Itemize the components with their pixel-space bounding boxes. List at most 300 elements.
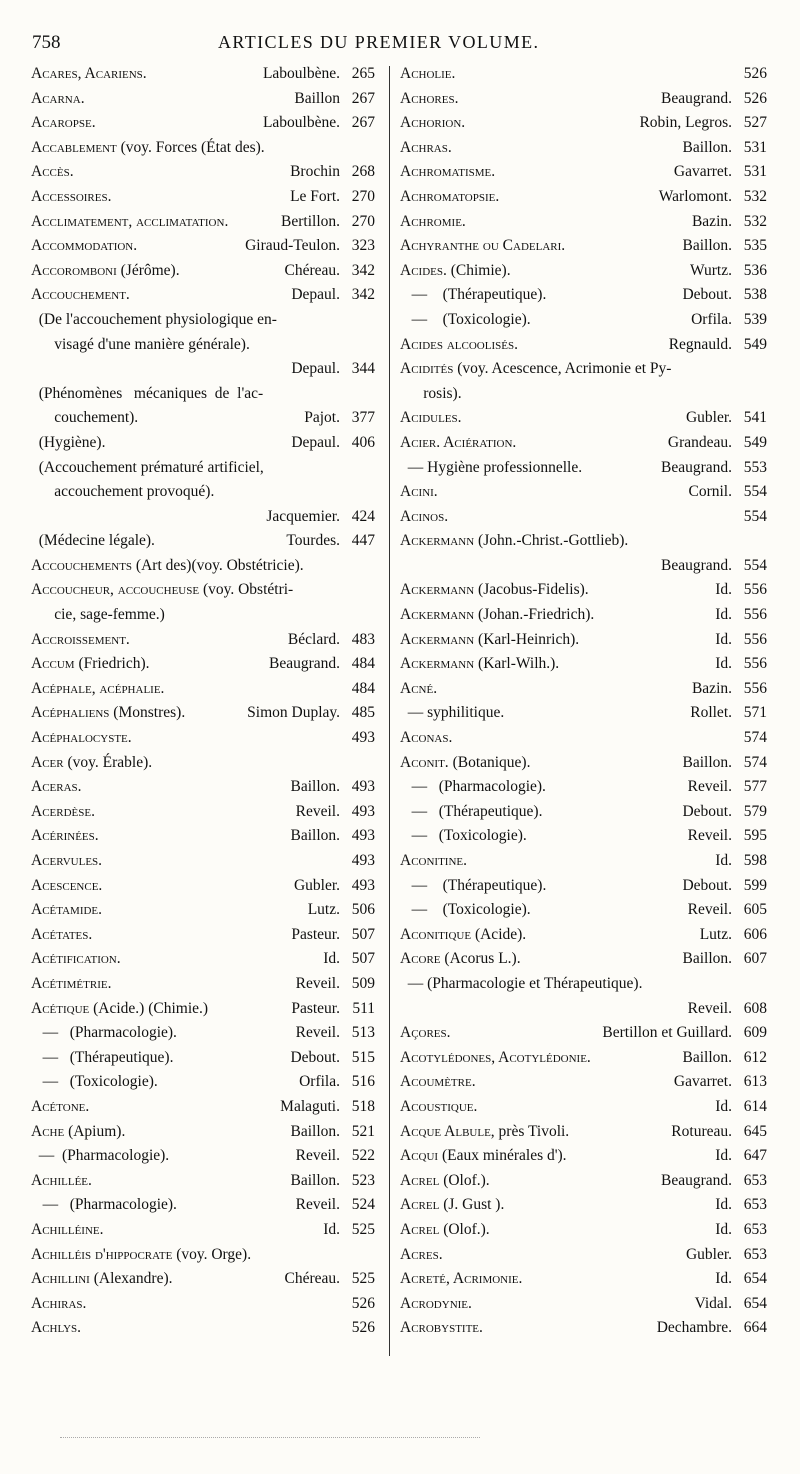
entry-qualifier: (Alexandre).	[89, 1270, 173, 1288]
entry-heading	[400, 480, 438, 505]
entry-page: 507	[351, 925, 375, 943]
entry-author: Id.	[715, 852, 732, 869]
entry-page: 344	[351, 360, 375, 378]
index-entry	[400, 628, 767, 653]
entry-reference	[296, 800, 375, 825]
entry-heading	[31, 874, 102, 899]
index-entry	[400, 456, 767, 481]
entry-reference	[686, 1243, 767, 1268]
entry-reference	[266, 505, 375, 530]
entry-heading	[31, 775, 82, 800]
left-column	[31, 62, 375, 1341]
entry-heading	[400, 923, 526, 948]
entry-page: 541	[743, 409, 767, 427]
entry-term: Ackermann	[400, 532, 475, 550]
entry-heading	[31, 234, 137, 259]
index-entry	[400, 1316, 767, 1341]
entry-reference	[288, 628, 375, 653]
index-entry	[31, 701, 375, 726]
entry-author: Id.	[715, 1147, 732, 1165]
entry-page: 606	[743, 925, 767, 943]
entry-qualifier: — (Toxicologie).	[400, 310, 531, 328]
running-title: ARTICLES DU PREMIER VOLUME.	[218, 32, 540, 52]
entry-heading	[31, 726, 132, 751]
entry-reference	[340, 480, 375, 505]
index-entry	[31, 480, 375, 505]
entry-reference	[602, 1021, 767, 1046]
entry-qualifier: (Olof.).	[439, 1220, 490, 1238]
entry-qualifier: (Phénomènes mécaniques de l'ac-	[31, 384, 264, 402]
entry-author: Id.	[715, 1220, 732, 1238]
entry-heading	[31, 800, 95, 825]
entry-qualifier: cie, sage-femme.)	[31, 606, 165, 624]
entry-qualifier: — (Toxicologie).	[31, 1073, 158, 1091]
index-entry	[400, 1144, 767, 1169]
entry-term: Accablement	[31, 138, 117, 156]
entry-page: 554	[743, 507, 767, 525]
entry-qualifier: (Botanique).	[448, 753, 531, 771]
entry-reference	[682, 751, 767, 776]
entry-heading	[31, 87, 85, 112]
index-entry	[400, 898, 767, 923]
entry-qualifier: (De l'accouchement physiologique en-	[31, 310, 277, 328]
entry-reference	[340, 308, 375, 333]
entry-reference	[682, 283, 767, 308]
entry-page: 605	[743, 901, 767, 919]
index-entry	[31, 185, 375, 210]
page-number: 758	[32, 32, 61, 53]
entry-heading	[400, 1218, 490, 1243]
index-entry	[31, 923, 375, 948]
entry-author: Beaugrand.	[660, 1171, 732, 1189]
entry-term: Aconitique	[400, 925, 472, 943]
entry-reference	[682, 800, 767, 825]
index-entry	[31, 1218, 375, 1243]
entry-author: Baillon.	[290, 1122, 340, 1140]
entry-page: 270	[351, 212, 375, 230]
entry-reference	[671, 1120, 767, 1145]
entry-heading	[31, 529, 155, 554]
entry-reference	[340, 1316, 375, 1341]
entry-qualifier: (voy. Acescence, Acrimonie et Py-	[453, 360, 672, 378]
entry-author: Béclard.	[287, 630, 340, 648]
entry-author: Rollet.	[690, 704, 732, 722]
entry-qualifier: — (Pharmacologie).	[31, 1196, 177, 1214]
entry-term: Accoromboni	[31, 261, 117, 279]
entry-reference	[291, 923, 375, 948]
entry-reference	[281, 210, 375, 235]
entry-page: 653	[743, 1171, 767, 1189]
entry-term: Achromatopsie.	[400, 187, 500, 205]
entry-reference	[340, 726, 375, 751]
entry-author: Cornil.	[688, 483, 732, 501]
entry-reference	[732, 62, 767, 87]
index-entry	[400, 1243, 767, 1268]
entry-author: Reveil.	[687, 999, 732, 1017]
entry-reference	[340, 333, 375, 358]
entry-term: Acer	[31, 753, 64, 771]
entry-qualifier: (Johan.-Friedrich).	[474, 606, 595, 624]
entry-reference	[290, 1169, 375, 1194]
index-entry	[31, 111, 375, 136]
entry-reference	[291, 283, 375, 308]
entry-author: Lutz.	[307, 901, 340, 919]
entry-term: Acéphale, acéphalie.	[31, 679, 165, 697]
index-entry	[31, 505, 375, 530]
entry-author: Reveil.	[295, 1196, 340, 1214]
entry-reference	[661, 554, 767, 579]
entry-reference	[340, 554, 375, 579]
entry-term: Acier. Aciération.	[400, 433, 517, 451]
entry-heading	[31, 480, 214, 505]
entry-heading	[31, 1292, 86, 1317]
index-entry	[31, 1046, 375, 1071]
entry-reference	[299, 1070, 375, 1095]
entry-page: 654	[743, 1294, 767, 1312]
entry-page: 526	[743, 65, 767, 82]
entry-page: 535	[743, 237, 767, 255]
entry-page: 485	[351, 704, 375, 722]
entry-author: Laboulbène.	[262, 65, 340, 82]
index-entry	[400, 1169, 767, 1194]
column-divider	[389, 66, 390, 1356]
entry-term: Acérinées.	[31, 827, 99, 845]
entry-reference	[682, 874, 767, 899]
entry-term: Ackermann	[400, 606, 475, 624]
entry-heading	[400, 1046, 591, 1071]
entry-reference	[715, 1095, 767, 1120]
entry-heading	[400, 456, 582, 481]
entry-page: 518	[351, 1097, 375, 1115]
index-entry	[31, 1292, 375, 1317]
entry-qualifier: (Accouchement prématuré artificiel,	[31, 458, 264, 476]
entry-term: Aceras.	[31, 778, 82, 796]
entry-term: Aconas.	[400, 729, 453, 747]
entry-heading	[31, 652, 149, 677]
entry-term: Acclimatement, acclimatation.	[31, 212, 229, 230]
index-entry	[31, 1193, 375, 1218]
entry-qualifier: — (Thérapeutique).	[31, 1048, 174, 1066]
index-entry	[31, 972, 375, 997]
entry-page: 267	[351, 114, 375, 132]
entry-reference	[296, 1144, 375, 1169]
entry-reference	[700, 923, 767, 948]
index-entry	[31, 382, 375, 407]
entry-qualifier: (voy. Obstétri-	[199, 581, 294, 599]
entry-heading	[400, 1021, 451, 1046]
entry-reference	[294, 87, 375, 112]
entry-page: 532	[743, 187, 767, 205]
entry-heading	[31, 210, 228, 235]
entry-reference	[688, 898, 767, 923]
entry-heading	[400, 800, 542, 825]
index-entry	[31, 874, 375, 899]
entry-page: 506	[351, 901, 375, 919]
entry-page: 549	[743, 433, 767, 451]
entry-page: 424	[351, 507, 375, 525]
entry-reference	[340, 1292, 375, 1317]
entry-reference	[682, 234, 767, 259]
entry-heading	[31, 1021, 177, 1046]
entry-term: Ackermann	[400, 581, 475, 599]
entry-page: 645	[743, 1122, 767, 1140]
entry-heading	[31, 751, 152, 776]
entry-qualifier: — (Pharmacologie et Thérapeutique).	[400, 974, 643, 992]
entry-term: Accommodation.	[31, 237, 138, 255]
entry-page: 483	[351, 630, 375, 648]
entry-heading	[31, 849, 102, 874]
entry-author: Debout.	[682, 286, 732, 304]
index-entry	[31, 308, 375, 333]
entry-page: 493	[351, 778, 375, 796]
entry-heading	[400, 357, 671, 382]
entry-author: Gubler.	[685, 409, 732, 427]
entry-heading	[400, 1169, 490, 1194]
entry-page: 607	[743, 950, 767, 968]
entry-author: Beaugrand.	[660, 89, 732, 107]
entry-heading	[31, 1243, 251, 1268]
entry-reference	[247, 701, 375, 726]
entry-term: Acreté, Acrimonie.	[400, 1270, 523, 1288]
entry-author: Orfila.	[691, 310, 732, 328]
entry-heading	[31, 628, 130, 653]
entry-qualifier: près Tivoli.	[494, 1122, 570, 1140]
index-entry	[31, 1169, 375, 1194]
entry-heading	[400, 947, 521, 972]
entry-reference	[245, 234, 375, 259]
entry-term: Acotylédones, Acotylédonie.	[400, 1048, 591, 1066]
entry-author: Bazin.	[691, 679, 732, 697]
index-entry	[400, 652, 767, 677]
entry-heading	[31, 431, 105, 456]
entry-heading	[31, 160, 74, 185]
entry-author: Pajot.	[304, 409, 340, 427]
entry-heading	[31, 283, 130, 308]
entry-qualifier: — (Pharmacologie).	[400, 778, 546, 796]
entry-term: Accès.	[31, 163, 74, 181]
entry-page: 595	[743, 827, 767, 845]
index-entry	[31, 603, 375, 628]
entry-page: 522	[351, 1147, 375, 1165]
index-entry	[400, 480, 767, 505]
entry-heading	[31, 456, 264, 481]
entry-author: Orfila.	[299, 1073, 340, 1091]
entry-reference	[308, 898, 375, 923]
entry-author: Id.	[715, 606, 732, 624]
entry-reference	[340, 382, 375, 407]
entry-term: Acqui	[400, 1147, 439, 1165]
entry-reference	[290, 824, 375, 849]
entry-reference	[340, 1243, 375, 1268]
entry-page: 664	[743, 1319, 767, 1337]
entry-page: 549	[743, 335, 767, 353]
entry-heading	[31, 1144, 169, 1169]
entry-reference	[715, 1267, 767, 1292]
entry-heading	[31, 972, 111, 997]
entry-heading	[31, 136, 265, 161]
index-entry	[400, 677, 767, 702]
entry-term: Acétone.	[31, 1097, 90, 1115]
entry-reference	[715, 849, 767, 874]
entry-reference	[690, 259, 767, 284]
index-entry	[400, 185, 767, 210]
entry-author: Beaugrand.	[268, 655, 340, 673]
entry-author: Chéreau.	[284, 1270, 340, 1288]
entry-heading	[400, 333, 518, 358]
entry-term: Ache	[31, 1122, 65, 1140]
entry-author: Gavarret.	[673, 163, 732, 181]
index-entry	[31, 259, 375, 284]
entry-heading	[400, 283, 546, 308]
entry-qualifier: (Hygiène).	[31, 433, 106, 451]
index-entry	[400, 603, 767, 628]
index-entry	[400, 874, 767, 899]
entry-heading	[400, 726, 452, 751]
entry-heading	[31, 923, 92, 948]
entry-term: Acres.	[400, 1245, 443, 1263]
entry-term: Acrel	[400, 1220, 440, 1238]
entry-author: Baillon.	[290, 1171, 340, 1189]
entry-heading	[400, 382, 462, 407]
entry-page: 524	[351, 1196, 375, 1214]
entry-heading	[400, 1316, 483, 1341]
entry-term: Acore	[400, 950, 441, 968]
entry-term: Aconitine.	[400, 852, 468, 869]
index-entry	[400, 210, 767, 235]
entry-author: Brochin	[290, 163, 340, 181]
entry-page: 556	[743, 606, 767, 624]
entry-reference	[715, 652, 767, 677]
entry-heading	[31, 111, 96, 136]
entry-term: Acétimétrie.	[31, 974, 112, 992]
index-entry	[31, 333, 375, 358]
entry-reference	[657, 1316, 767, 1341]
entry-author: Debout.	[682, 876, 732, 894]
index-entry	[400, 1193, 767, 1218]
index-entry	[31, 456, 375, 481]
entry-page: 526	[351, 1294, 375, 1312]
entry-reference	[296, 1193, 375, 1218]
entry-author: Malaguti.	[280, 1097, 340, 1115]
entry-author: Baillon.	[682, 950, 732, 968]
entry-author: Id.	[323, 950, 340, 968]
index-entry	[31, 652, 375, 677]
entry-author: Beaugrand.	[660, 458, 732, 476]
entry-qualifier: (Art des)(voy. Obstétricie).	[132, 556, 304, 574]
entry-page: 556	[743, 630, 767, 648]
entry-heading	[400, 1243, 443, 1268]
entry-page: 647	[743, 1147, 767, 1165]
entry-qualifier: (Jérôme).	[116, 261, 180, 279]
entry-heading	[400, 1095, 477, 1120]
entry-page: 270	[351, 187, 375, 205]
entry-author: Lutz.	[699, 925, 732, 943]
entry-heading	[31, 947, 121, 972]
entry-heading	[400, 529, 628, 554]
entry-page: 525	[351, 1220, 375, 1238]
entry-reference	[688, 824, 767, 849]
index-entry	[31, 898, 375, 923]
entry-qualifier: (Eaux minérales d').	[438, 1147, 567, 1165]
entry-author: Debout.	[682, 802, 732, 820]
entry-qualifier: — (Toxicologie).	[400, 827, 527, 845]
index-entry	[31, 1144, 375, 1169]
entry-reference	[296, 1021, 375, 1046]
index-entry	[400, 308, 767, 333]
entry-heading	[400, 111, 465, 136]
entry-page: 554	[743, 556, 767, 574]
entry-term: Achlys.	[31, 1319, 82, 1337]
entry-heading	[31, 1218, 104, 1243]
entry-heading	[400, 234, 565, 259]
entry-author: Gavarret.	[673, 1073, 732, 1091]
entry-qualifier: couchement).	[31, 409, 139, 427]
entry-reference	[286, 529, 375, 554]
entry-author: Id.	[323, 1220, 340, 1238]
entry-author: Baillon.	[290, 827, 340, 845]
entry-reference	[340, 849, 375, 874]
index-entry	[400, 1070, 767, 1095]
entry-reference	[269, 652, 375, 677]
entry-heading	[31, 898, 102, 923]
index-entry	[31, 800, 375, 825]
entry-qualifier: — (Pharmacologie).	[31, 1024, 177, 1042]
index-entry	[400, 333, 767, 358]
entry-page: 539	[743, 310, 767, 328]
index-entry	[400, 1267, 767, 1292]
entry-qualifier: (voy. Orge).	[172, 1245, 252, 1263]
entry-term: Acoustique.	[400, 1097, 478, 1115]
entry-author: Baillon.	[682, 138, 732, 156]
index-entry	[400, 62, 767, 87]
entry-heading	[400, 972, 642, 997]
entry-term: Acidités	[400, 360, 454, 378]
entry-term: Aconit.	[400, 753, 449, 771]
entry-qualifier: (voy. Érable).	[63, 753, 153, 771]
entry-author: Id.	[715, 1097, 732, 1115]
entry-heading	[31, 1169, 92, 1194]
entry-qualifier: — (Toxicologie).	[400, 901, 531, 919]
entry-reference	[284, 1267, 375, 1292]
entry-heading	[31, 554, 304, 579]
entry-reference	[668, 431, 767, 456]
entry-reference	[661, 456, 767, 481]
footer-rule	[60, 1437, 480, 1440]
entry-author: Laboulbène.	[262, 114, 340, 132]
index-entry	[31, 628, 375, 653]
entry-author: Regnauld.	[668, 335, 732, 353]
entry-author: Baillon.	[682, 753, 732, 771]
entry-page: 536	[743, 261, 767, 279]
entry-page: 599	[743, 876, 767, 894]
entry-author: Reveil.	[295, 1024, 340, 1042]
index-entry	[31, 1070, 375, 1095]
index-entry	[31, 775, 375, 800]
index-entry	[31, 578, 375, 603]
entry-qualifier: (John.-Christ.-Gottlieb).	[474, 532, 629, 550]
index-entry	[400, 701, 767, 726]
entry-reference	[296, 972, 375, 997]
entry-qualifier: visagé d'une manière générale).	[31, 335, 250, 353]
entry-term: Achillée.	[31, 1171, 92, 1189]
index-entry	[31, 1243, 375, 1268]
entry-author: Pasteur.	[291, 999, 340, 1017]
entry-reference	[692, 677, 767, 702]
index-entry	[400, 160, 767, 185]
entry-reference	[715, 1218, 767, 1243]
entry-page: 527	[743, 114, 767, 132]
index-entry	[400, 824, 767, 849]
